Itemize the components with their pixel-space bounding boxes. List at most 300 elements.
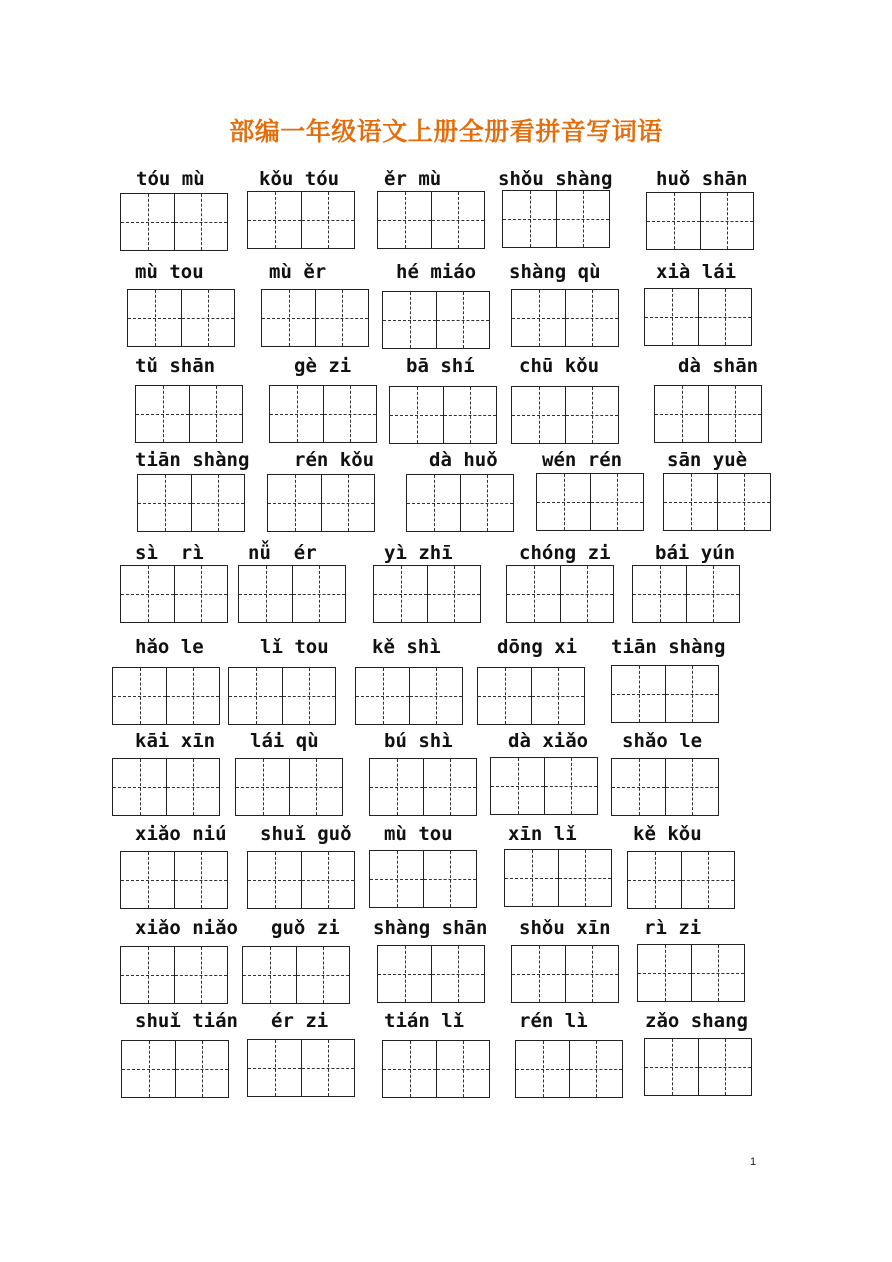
horizontal-guide-line [378,974,431,975]
tian-zi-cell[interactable] [566,290,618,346]
tian-zi-cell[interactable] [122,1041,176,1097]
tian-zi-cell[interactable] [461,475,513,531]
tian-zi-cell[interactable] [612,666,666,722]
tian-zi-cell[interactable] [432,192,484,248]
pinyin-label: shuǐ guǒ [260,823,352,845]
pinyin-label: rén lì [519,1010,588,1032]
horizontal-guide-line [243,975,296,976]
pinyin-label: kě shì [372,636,441,658]
writing-box[interactable] [377,945,485,1003]
horizontal-guide-line [248,1068,301,1069]
pinyin-label: xià lái [656,261,737,283]
tian-zi-cell[interactable] [378,192,432,248]
horizontal-guide-line [432,974,484,975]
writing-box[interactable] [502,190,610,248]
writing-box[interactable] [377,191,485,249]
horizontal-guide-line [370,879,423,880]
tian-zi-cell[interactable] [410,668,462,724]
writing-box[interactable] [515,1040,623,1098]
tian-zi-cell[interactable] [383,292,437,348]
writing-box[interactable] [127,289,235,347]
writing-box[interactable] [120,193,228,251]
tian-zi-cell[interactable] [302,1040,354,1096]
writing-box[interactable] [269,385,377,443]
pinyin-label: lǐ tou [260,636,329,658]
horizontal-guide-line [383,320,436,321]
tian-zi-cell[interactable] [167,759,219,815]
tian-zi-cell[interactable] [128,290,182,346]
pinyin-label: dà xiǎo [508,730,589,752]
horizontal-guide-line [516,1069,569,1070]
tian-zi-cell[interactable] [561,566,613,622]
tian-zi-cell[interactable] [699,289,751,345]
horizontal-guide-line [113,696,166,697]
horizontal-guide-line [682,880,734,881]
writing-box[interactable] [112,667,220,725]
pinyin-label: xīn lǐ [508,823,577,845]
horizontal-guide-line [121,975,174,976]
horizontal-guide-line [356,696,409,697]
tian-zi-cell[interactable] [682,852,734,908]
pinyin-label: mù tou [384,823,453,845]
tian-zi-cell[interactable] [293,566,345,622]
horizontal-guide-line [239,594,292,595]
writing-box[interactable] [242,946,350,1004]
tian-zi-cell[interactable] [175,947,227,1003]
tian-zi-cell[interactable] [248,1040,302,1096]
horizontal-guide-line [121,222,174,223]
tian-zi-cell[interactable] [507,566,561,622]
horizontal-guide-line [557,219,609,220]
tian-zi-cell[interactable] [687,566,739,622]
tian-zi-cell[interactable] [628,852,682,908]
tian-zi-cell[interactable] [718,474,770,530]
horizontal-guide-line [236,787,289,788]
pinyin-label: gè zi [294,355,352,377]
horizontal-guide-line [128,318,181,319]
horizontal-guide-line [570,1069,622,1070]
tian-zi-cell[interactable] [175,566,227,622]
pinyin-label: hé miáo [396,261,477,283]
tian-zi-cell[interactable] [182,290,234,346]
tian-zi-cell[interactable] [532,668,584,724]
tian-zi-cell[interactable] [167,668,219,724]
tian-zi-cell[interactable] [243,947,297,1003]
tian-zi-cell[interactable] [591,474,643,530]
pinyin-label: kǒu tóu [259,168,340,190]
tian-zi-cell[interactable] [297,947,349,1003]
horizontal-guide-line [175,594,227,595]
tian-zi-cell[interactable] [428,566,480,622]
pinyin-label: shǒu xīn [519,917,611,939]
horizontal-guide-line [175,222,227,223]
tian-zi-cell[interactable] [229,668,283,724]
writing-box[interactable] [536,473,644,531]
horizontal-guide-line [612,787,665,788]
writing-box[interactable] [120,851,228,909]
tian-zi-cell[interactable] [290,759,342,815]
horizontal-guide-line [190,414,242,415]
horizontal-guide-line [505,878,558,879]
tian-zi-cell[interactable] [121,566,175,622]
horizontal-guide-line [491,786,544,787]
writing-box[interactable] [646,192,754,250]
horizontal-guide-line [566,318,618,319]
tian-zi-cell[interactable] [378,946,432,1002]
tian-zi-cell[interactable] [121,194,175,250]
horizontal-guide-line [591,502,643,503]
tian-zi-cell[interactable] [236,759,290,815]
horizontal-guide-line [512,415,565,416]
horizontal-guide-line [561,594,613,595]
tian-zi-cell[interactable] [113,759,167,815]
pinyin-label: mù tou [135,261,204,283]
horizontal-guide-line [121,594,174,595]
tian-zi-cell[interactable] [370,759,424,815]
pinyin-label: shǒu shàng [498,168,613,190]
tian-zi-cell[interactable] [566,946,618,1002]
horizontal-guide-line [628,880,681,881]
horizontal-guide-line [478,696,531,697]
pinyin-label: nǚ ér [248,542,317,564]
tian-zi-cell[interactable] [138,475,192,531]
pinyin-label: shàng qù [509,261,601,283]
horizontal-guide-line [428,594,480,595]
writing-box[interactable] [238,565,346,623]
horizontal-guide-line [537,502,590,503]
horizontal-guide-line [407,503,460,504]
tian-zi-cell[interactable] [692,945,744,1001]
pinyin-label: lái qù [250,730,319,752]
pinyin-label: tián lǐ [384,1010,465,1032]
pinyin-label: chū kǒu [519,355,600,377]
pinyin-label: yì zhī [384,542,453,564]
writing-box[interactable] [477,667,585,725]
pinyin-label: shuǐ tián [135,1010,238,1032]
tian-zi-cell[interactable] [645,1039,699,1095]
horizontal-guide-line [136,414,189,415]
pinyin-label: zǎo shang [645,1010,748,1032]
horizontal-guide-line [532,696,584,697]
writing-box[interactable] [235,758,343,816]
horizontal-guide-line [655,414,708,415]
horizontal-guide-line [645,1067,698,1068]
tian-zi-cell[interactable] [248,852,302,908]
horizontal-guide-line [302,220,354,221]
tian-zi-cell[interactable] [545,758,597,814]
horizontal-guide-line [167,787,219,788]
tian-zi-cell[interactable] [239,566,293,622]
pinyin-label: bái yún [655,542,736,564]
tian-zi-cell[interactable] [664,474,718,530]
horizontal-guide-line [718,502,770,503]
horizontal-guide-line [248,220,301,221]
pinyin-label: dà huǒ [429,449,498,471]
horizontal-guide-line [566,415,618,416]
horizontal-guide-line [290,787,342,788]
horizontal-guide-line [410,696,462,697]
pinyin-label: sì rì [135,542,204,564]
horizontal-guide-line [687,594,739,595]
horizontal-guide-line [444,415,496,416]
pinyin-label: tóu mù [136,168,205,190]
writing-box[interactable] [406,474,514,532]
writing-box[interactable] [511,945,619,1003]
writing-box[interactable] [644,1038,752,1096]
tian-zi-cell[interactable] [432,946,484,1002]
horizontal-guide-line [262,318,315,319]
horizontal-guide-line [322,503,374,504]
writing-box[interactable] [355,667,463,725]
horizontal-guide-line [512,318,565,319]
tian-zi-cell[interactable] [374,566,428,622]
tian-zi-cell[interactable] [699,1039,751,1095]
tian-zi-cell[interactable] [175,852,227,908]
writing-box[interactable] [644,288,752,346]
tian-zi-cell[interactable] [136,386,190,442]
writing-box[interactable] [511,386,619,444]
tian-zi-cell[interactable] [283,668,335,724]
tian-zi-cell[interactable] [444,387,496,443]
pinyin-label: huǒ shān [656,168,748,190]
writing-box[interactable] [369,758,477,816]
horizontal-guide-line [324,414,376,415]
page-number: 1 [750,1156,757,1168]
writing-box[interactable] [490,757,598,815]
horizontal-guide-line [512,974,565,975]
pinyin-label: tǔ shān [135,355,216,377]
tian-zi-cell[interactable] [176,1041,228,1097]
horizontal-guide-line [297,975,349,976]
tian-zi-cell[interactable] [512,387,566,443]
tian-zi-cell[interactable] [570,1041,622,1097]
writing-box[interactable] [506,565,614,623]
writing-box[interactable] [120,565,228,623]
tian-zi-cell[interactable] [491,758,545,814]
writing-box[interactable] [632,565,740,623]
horizontal-guide-line [268,503,321,504]
tian-zi-cell[interactable] [268,475,322,531]
tian-zi-cell[interactable] [503,191,557,247]
pinyin-label: tiān shàng [135,449,250,471]
horizontal-guide-line [437,320,489,321]
horizontal-guide-line [647,221,700,222]
tian-zi-cell[interactable] [505,850,559,906]
tian-zi-cell[interactable] [262,290,316,346]
horizontal-guide-line [175,975,227,976]
tian-zi-cell[interactable] [324,386,376,442]
tian-zi-cell[interactable] [270,386,324,442]
tian-zi-cell[interactable] [370,851,424,907]
pinyin-label: tiān shàng [611,636,726,658]
horizontal-guide-line [612,694,665,695]
tian-zi-cell[interactable] [701,193,753,249]
tian-zi-cell[interactable] [516,1041,570,1097]
writing-box[interactable] [247,1039,355,1097]
writing-box[interactable] [611,758,719,816]
horizontal-guide-line [182,318,234,319]
tian-zi-cell[interactable] [437,292,489,348]
pinyin-label: hǎo le [135,636,204,658]
tian-zi-cell[interactable] [302,192,354,248]
tian-zi-cell[interactable] [512,946,566,1002]
horizontal-guide-line [175,880,227,881]
writing-box[interactable] [261,289,369,347]
horizontal-guide-line [316,318,368,319]
pinyin-label: ér zi [271,1010,329,1032]
tian-zi-cell[interactable] [192,475,244,531]
tian-zi-cell[interactable] [121,947,175,1003]
tian-zi-cell[interactable] [248,192,302,248]
tian-zi-cell[interactable] [424,759,476,815]
horizontal-guide-line [374,594,427,595]
tian-zi-cell[interactable] [666,759,718,815]
tian-zi-cell[interactable] [638,945,692,1001]
horizontal-guide-line [302,1068,354,1069]
tian-zi-cell[interactable] [655,386,709,442]
horizontal-guide-line [121,880,174,881]
tian-zi-cell[interactable] [424,851,476,907]
horizontal-guide-line [432,220,484,221]
horizontal-guide-line [293,594,345,595]
pinyin-label: chóng zi [519,542,611,564]
tian-zi-cell[interactable] [356,668,410,724]
horizontal-guide-line [709,414,761,415]
pinyin-label: xiǎo niú [135,823,227,845]
horizontal-guide-line [248,880,301,881]
writing-box[interactable] [247,851,355,909]
horizontal-guide-line [701,221,753,222]
writing-box[interactable] [121,1040,229,1098]
horizontal-guide-line [424,787,476,788]
writing-box[interactable] [137,474,245,532]
tian-zi-cell[interactable] [566,387,618,443]
pinyin-label: shàng shān [373,917,488,939]
tian-zi-cell[interactable] [190,386,242,442]
horizontal-guide-line [122,1069,175,1070]
writing-box[interactable] [504,849,612,907]
horizontal-guide-line [390,415,443,416]
writing-box[interactable] [389,386,497,444]
writing-box[interactable] [627,851,735,909]
pinyin-label: sān yuè [667,449,748,471]
horizontal-guide-line [378,220,431,221]
writing-box[interactable] [511,289,619,347]
horizontal-guide-line [503,219,556,220]
tian-zi-cell[interactable] [390,387,444,443]
horizontal-guide-line [383,1069,436,1070]
writing-box[interactable] [663,473,771,531]
tian-zi-cell[interactable] [478,668,532,724]
tian-zi-cell[interactable] [647,193,701,249]
horizontal-guide-line [566,974,618,975]
tian-zi-cell[interactable] [645,289,699,345]
writing-box[interactable] [373,565,481,623]
pinyin-label: dà shān [678,355,759,377]
tian-zi-cell[interactable] [633,566,687,622]
horizontal-guide-line [633,594,686,595]
horizontal-guide-line [638,973,691,974]
pinyin-label: kě kǒu [633,823,702,845]
horizontal-guide-line [270,414,323,415]
pinyin-label: rì zi [644,917,702,939]
tian-zi-cell[interactable] [437,1041,489,1097]
page-title: 部编一年级语文上册全册看拼音写词语 [229,117,663,146]
horizontal-guide-line [138,503,191,504]
tian-zi-cell[interactable] [322,475,374,531]
pinyin-label: guǒ zi [271,917,340,939]
tian-zi-cell[interactable] [709,386,761,442]
writing-box[interactable] [369,850,477,908]
horizontal-guide-line [666,787,718,788]
horizontal-guide-line [370,787,423,788]
horizontal-guide-line [167,696,219,697]
tian-zi-cell[interactable] [512,290,566,346]
tian-zi-cell[interactable] [557,191,609,247]
horizontal-guide-line [192,503,244,504]
pinyin-label: bú shì [384,730,453,752]
horizontal-guide-line [692,973,744,974]
tian-zi-cell[interactable] [612,759,666,815]
writing-box[interactable] [611,665,719,723]
writing-box[interactable] [135,385,243,443]
tian-zi-cell[interactable] [383,1041,437,1097]
tian-zi-cell[interactable] [666,666,718,722]
horizontal-guide-line [699,317,751,318]
pinyin-label: kāi xīn [135,730,216,752]
horizontal-guide-line [461,503,513,504]
horizontal-guide-line [666,694,718,695]
tian-zi-cell[interactable] [559,850,611,906]
horizontal-guide-line [437,1069,489,1070]
pinyin-label: bā shí [406,355,475,377]
tian-zi-cell[interactable] [302,852,354,908]
pinyin-label: wén rén [542,449,623,471]
pinyin-label: rén kǒu [294,449,375,471]
tian-zi-cell[interactable] [316,290,368,346]
horizontal-guide-line [113,787,166,788]
horizontal-guide-line [507,594,560,595]
tian-zi-cell[interactable] [407,475,461,531]
tian-zi-cell[interactable] [537,474,591,530]
writing-box[interactable] [267,474,375,532]
writing-box[interactable] [247,191,355,249]
writing-box[interactable] [382,291,490,349]
pinyin-label: dōng xi [497,636,578,658]
horizontal-guide-line [699,1067,751,1068]
tian-zi-cell[interactable] [121,852,175,908]
horizontal-guide-line [664,502,717,503]
writing-box[interactable] [382,1040,490,1098]
writing-box[interactable] [654,385,762,443]
horizontal-guide-line [229,696,282,697]
horizontal-guide-line [283,696,335,697]
writing-box[interactable] [228,667,336,725]
horizontal-guide-line [176,1069,228,1070]
writing-box[interactable] [637,944,745,1002]
tian-zi-cell[interactable] [113,668,167,724]
pinyin-label: shǎo le [622,730,703,752]
tian-zi-cell[interactable] [175,194,227,250]
horizontal-guide-line [545,786,597,787]
horizontal-guide-line [424,879,476,880]
pinyin-label: xiǎo niǎo [135,917,238,939]
writing-box[interactable] [112,758,220,816]
horizontal-guide-line [645,317,698,318]
pinyin-label: mù ěr [269,261,327,283]
horizontal-guide-line [302,880,354,881]
writing-box[interactable] [120,946,228,1004]
